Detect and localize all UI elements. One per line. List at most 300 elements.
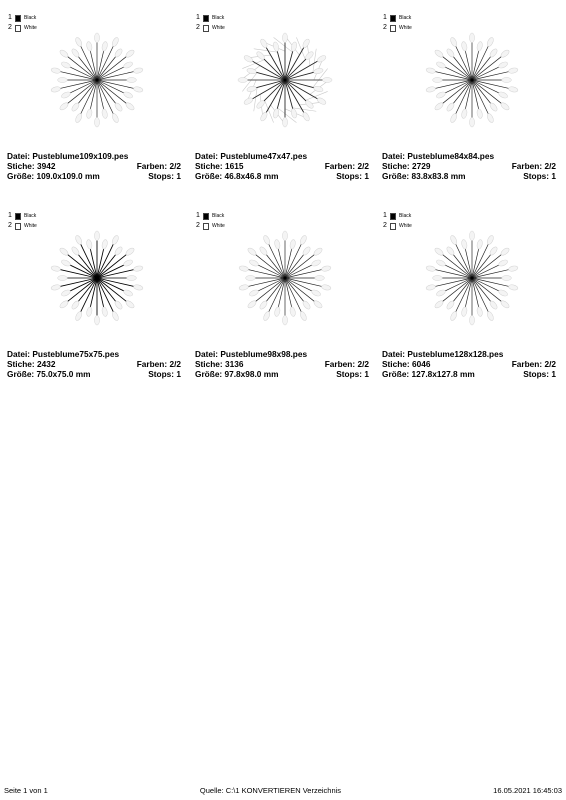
seed-tuft <box>299 311 308 322</box>
stitches-label: Stiche: <box>7 359 35 369</box>
stitches-value <box>382 359 430 369</box>
seed-tuft <box>449 235 458 246</box>
seed-tuft <box>289 239 296 249</box>
design-info <box>382 349 556 379</box>
stitches-value <box>7 359 55 369</box>
size-row <box>382 369 556 379</box>
seed-tuft <box>476 108 483 118</box>
seed-tuft <box>461 108 468 118</box>
legend-color-name: Black <box>212 15 225 21</box>
flower-center <box>470 78 473 81</box>
seed-tuft <box>114 48 124 59</box>
seed-tuft <box>123 91 134 100</box>
seed-tuft <box>125 101 136 111</box>
design-info <box>7 349 181 379</box>
flower-center <box>470 276 473 279</box>
seed-tuft <box>489 48 499 59</box>
seed-tuft <box>259 111 268 122</box>
seed-tuft <box>470 315 475 325</box>
stops-label: Stops: <box>523 171 550 181</box>
seed-tuft <box>321 284 331 291</box>
seed-tuft <box>289 306 296 316</box>
seed-tuft <box>111 37 120 48</box>
legend-number: 1 <box>196 14 200 21</box>
seed-tuft <box>426 86 436 93</box>
stitch-rays <box>51 33 144 127</box>
color-swatch-white <box>390 25 396 32</box>
seed-tuft <box>248 289 259 298</box>
seed-tuft <box>476 41 483 51</box>
colors-count: 2/2 <box>169 359 181 369</box>
seed-tuft <box>283 231 288 241</box>
seed-tuft <box>283 33 288 43</box>
seed-tuft <box>247 247 258 257</box>
file-value <box>382 151 494 161</box>
file-name: Pusteblume98x98.pes <box>220 349 308 359</box>
stitches-label: Stiche: <box>7 161 35 171</box>
color-swatch-black <box>203 213 209 220</box>
file-label: Datei: <box>382 349 406 359</box>
stops-count: 1 <box>551 171 556 181</box>
seed-tuft <box>313 67 324 74</box>
seed-tuft <box>446 102 456 113</box>
seed-tuft <box>101 239 108 249</box>
seed-tuft <box>470 117 475 127</box>
seed-tuft <box>476 239 483 249</box>
seed-tuft <box>302 300 312 311</box>
seed-tuft <box>246 85 257 92</box>
outline-stitch <box>254 49 278 52</box>
seed-tuft <box>95 231 100 241</box>
seed-tuft <box>111 311 120 322</box>
stitches-value <box>195 359 243 369</box>
file-value <box>195 349 307 359</box>
seed-tuft <box>313 85 324 92</box>
seed-tuft <box>290 108 297 119</box>
stops-count: 1 <box>364 369 369 379</box>
color-swatch-black <box>15 15 21 22</box>
color-swatch-black <box>15 213 21 220</box>
legend-color-name: Black <box>399 213 412 219</box>
seed-tuft <box>435 61 446 70</box>
seed-tuft <box>486 113 495 124</box>
seed-tuft <box>433 78 443 83</box>
seed-tuft <box>60 259 71 268</box>
legend-color-name: Black <box>399 15 412 21</box>
colors-count: 2/2 <box>544 161 556 171</box>
stops-count: 1 <box>176 369 181 379</box>
seed-tuft <box>315 276 325 281</box>
seed-tuft <box>470 33 475 43</box>
seed-tuft <box>95 117 100 127</box>
seed-tuft <box>60 91 71 100</box>
stitches-count: 3942 <box>36 161 56 171</box>
color-swatch-black <box>203 15 209 22</box>
seed-tuft <box>71 48 81 59</box>
seed-tuft <box>51 67 61 74</box>
size-dimensions: 75.0x75.0 mm <box>36 369 91 379</box>
seed-tuft <box>114 102 124 113</box>
file-value <box>382 349 503 359</box>
stops-label: Stops: <box>336 369 363 379</box>
size-value <box>195 171 279 181</box>
color-swatch-white <box>15 25 21 32</box>
size-value <box>382 171 466 181</box>
seed-tuft <box>58 276 68 281</box>
seed-tuft <box>283 315 288 325</box>
file-row <box>7 349 181 359</box>
file-name: Pusteblume128x128.pes <box>407 349 504 359</box>
file-name: Pusteblume75x75.pes <box>32 349 120 359</box>
print-timestamp: 16.05.2021 16:45:03 <box>493 786 562 795</box>
legend-number: 1 <box>383 212 387 219</box>
file-row <box>195 151 369 161</box>
outline-stitch <box>292 108 316 111</box>
seed-tuft <box>435 91 446 100</box>
stitches-label: Stiche: <box>382 161 410 171</box>
size-row <box>195 171 369 181</box>
stops-value <box>336 171 369 181</box>
seed-tuft <box>434 101 445 111</box>
size-dimensions: 109.0x109.0 mm <box>36 171 100 181</box>
outline-stitch <box>313 49 316 73</box>
design-card <box>382 15 554 195</box>
file-label: Datei: <box>195 349 219 359</box>
seed-tuft <box>246 276 256 281</box>
stitches-row <box>382 359 556 369</box>
stitches-count: 2729 <box>411 161 431 171</box>
legend-color-name: White <box>212 25 225 31</box>
file-row <box>195 349 369 359</box>
legend-number: 2 <box>196 222 200 229</box>
seed-tuft <box>123 61 134 70</box>
seed-tuft <box>302 246 312 257</box>
seed-tuft <box>498 61 509 70</box>
seed-tuft <box>500 299 511 309</box>
legend-color-name: White <box>399 223 412 229</box>
seed-tuft <box>434 299 445 309</box>
colors-label: Farben: <box>324 359 356 369</box>
stitches-count: 6046 <box>411 359 431 369</box>
colors-label: Farben: <box>511 161 543 171</box>
size-dimensions: 127.8x127.8 mm <box>411 369 475 379</box>
stitches-count: 2432 <box>36 359 56 369</box>
seed-tuft <box>101 108 108 118</box>
seed-tuft <box>290 41 297 52</box>
dandelion-design-preview <box>49 32 145 128</box>
stitches-count: 3136 <box>224 359 244 369</box>
legend-number: 2 <box>383 24 387 31</box>
seed-tuft <box>86 108 93 118</box>
stitch-rays <box>238 33 332 127</box>
seed-tuft <box>239 284 249 291</box>
legend-number: 2 <box>8 222 12 229</box>
legend-color-name: Black <box>212 213 225 219</box>
seed-tuft <box>433 276 443 281</box>
seed-tuft <box>133 86 143 93</box>
stitches-value <box>195 161 243 171</box>
seed-tuft <box>243 54 254 63</box>
seed-tuft <box>498 91 509 100</box>
seed-tuft <box>86 306 93 316</box>
seed-tuft <box>486 37 495 48</box>
file-label: Datei: <box>382 151 406 161</box>
stitches-value <box>7 161 55 171</box>
seed-tuft <box>498 289 509 298</box>
seed-tuft <box>508 265 518 272</box>
file-row <box>7 151 181 161</box>
file-label: Datei: <box>7 151 31 161</box>
legend-number: 2 <box>8 24 12 31</box>
seed-tuft <box>111 113 120 124</box>
stops-label: Stops: <box>148 369 175 379</box>
seed-tuft <box>123 289 134 298</box>
seed-tuft <box>426 67 436 74</box>
page-footer <box>4 786 562 795</box>
seed-tuft <box>133 265 143 272</box>
seed-tuft <box>127 276 137 281</box>
seed-tuft <box>74 37 83 48</box>
colors-value <box>512 359 556 369</box>
seed-tuft <box>486 235 495 246</box>
size-dimensions: 83.8x83.8 mm <box>411 171 466 181</box>
seed-tuft <box>302 38 311 49</box>
seed-tuft <box>247 299 258 309</box>
flower-center <box>95 78 98 81</box>
design-card <box>382 213 554 393</box>
seed-tuft <box>248 259 259 268</box>
seed-tuft <box>111 235 120 246</box>
color-swatch-black <box>390 213 396 220</box>
seed-tuft <box>59 49 70 59</box>
design-info <box>382 151 556 181</box>
seed-tuft <box>95 33 100 43</box>
size-row <box>382 171 556 181</box>
legend-number: 2 <box>383 222 387 229</box>
seed-tuft <box>259 300 269 311</box>
stops-value <box>148 171 181 181</box>
stops-value <box>148 369 181 379</box>
seed-tuft <box>489 246 499 257</box>
seed-tuft <box>259 246 269 257</box>
seed-tuft <box>101 41 108 51</box>
seed-tuft <box>489 300 499 311</box>
colors-label: Farben: <box>136 161 168 171</box>
colors-value <box>137 161 181 171</box>
stops-label: Stops: <box>148 171 175 181</box>
legend-color-name: White <box>212 223 225 229</box>
design-card <box>7 213 179 393</box>
stitches-row <box>7 161 181 171</box>
colors-count: 2/2 <box>544 359 556 369</box>
seed-tuft <box>311 289 322 298</box>
colors-value <box>325 359 369 369</box>
stops-count: 1 <box>551 369 556 379</box>
stitches-label: Stiche: <box>195 359 223 369</box>
color-swatch-black <box>390 15 396 22</box>
legend-number: 1 <box>8 212 12 219</box>
file-label: Datei: <box>195 151 219 161</box>
seed-tuft <box>86 239 93 249</box>
file-row <box>382 151 556 161</box>
seed-tuft <box>434 247 445 257</box>
legend-color-name: Black <box>24 15 37 21</box>
stops-count: 1 <box>176 171 181 181</box>
seed-tuft <box>502 78 512 83</box>
dandelion-design-preview <box>424 230 520 326</box>
size-dimensions: 46.8x46.8 mm <box>224 171 279 181</box>
design-info <box>7 151 181 181</box>
color-swatch-white <box>203 25 209 32</box>
source-path: Quelle: C:\1 KONVERTIEREN Verzeichnis <box>199 786 342 795</box>
seed-tuft <box>508 67 518 74</box>
stitches-row <box>7 359 181 369</box>
seed-tuft <box>262 311 271 322</box>
seed-tuft <box>486 311 495 322</box>
seed-tuft <box>71 102 81 113</box>
legend-number: 1 <box>8 14 12 21</box>
seed-tuft <box>321 265 331 272</box>
size-row <box>7 369 181 379</box>
seed-tuft <box>470 231 475 241</box>
size-label: Größe: <box>382 171 410 181</box>
dandelion-design-preview <box>237 230 333 326</box>
seed-tuft <box>246 67 257 74</box>
seed-tuft <box>461 306 468 316</box>
seed-tuft <box>435 259 446 268</box>
colors-label: Farben: <box>511 359 543 369</box>
seed-tuft <box>313 299 324 309</box>
seed-tuft <box>239 265 249 272</box>
file-name: Pusteblume47x47.pes <box>220 151 308 161</box>
size-value <box>382 369 475 379</box>
legend-number: 1 <box>383 14 387 21</box>
stitches-row <box>382 161 556 171</box>
seed-tuft <box>461 41 468 51</box>
stitch-rays <box>51 231 144 325</box>
dandelion-design-preview <box>424 32 520 128</box>
flower-center <box>283 276 286 279</box>
size-label: Größe: <box>7 369 35 379</box>
seed-tuft <box>238 78 248 83</box>
seed-tuft <box>489 102 499 113</box>
file-value <box>7 349 119 359</box>
design-card <box>195 213 367 393</box>
colors-label: Farben: <box>324 161 356 171</box>
seed-tuft <box>101 306 108 316</box>
file-value <box>7 151 128 161</box>
outline-stitch <box>296 37 305 59</box>
file-value <box>195 151 307 161</box>
stitch-rays <box>426 33 519 127</box>
seed-tuft <box>502 276 512 281</box>
color-swatch-white <box>390 223 396 230</box>
file-name: Pusteblume109x109.pes <box>32 151 129 161</box>
seed-tuft <box>262 235 271 246</box>
seed-tuft <box>449 37 458 48</box>
design-info <box>195 151 369 181</box>
color-swatch-white <box>15 223 21 230</box>
stitches-label: Stiche: <box>382 359 410 369</box>
seed-tuft <box>311 259 322 268</box>
stitches-label: Stiche: <box>195 161 223 171</box>
stops-label: Stops: <box>336 171 363 181</box>
flower-center <box>95 276 98 279</box>
color-swatch-white <box>203 223 209 230</box>
colors-value <box>137 359 181 369</box>
stitches-row <box>195 161 369 171</box>
stitch-rays <box>426 231 519 325</box>
seed-tuft <box>476 306 483 316</box>
size-label: Größe: <box>382 369 410 379</box>
size-label: Größe: <box>7 171 35 181</box>
colors-label: Farben: <box>136 359 168 369</box>
seed-tuft <box>60 289 71 298</box>
seed-tuft <box>95 315 100 325</box>
stops-label: Stops: <box>523 369 550 379</box>
seed-tuft <box>123 259 134 268</box>
legend-number: 2 <box>196 24 200 31</box>
seed-tuft <box>434 49 445 59</box>
seed-tuft <box>500 247 511 257</box>
size-row <box>7 171 181 181</box>
size-label: Größe: <box>195 171 223 181</box>
seed-tuft <box>500 101 511 111</box>
seed-tuft <box>60 61 71 70</box>
outline-stitch <box>305 91 327 100</box>
seed-tuft <box>508 86 518 93</box>
outline-stitch <box>265 100 274 122</box>
seed-tuft <box>125 49 136 59</box>
legend-color-name: White <box>24 25 37 31</box>
seed-tuft <box>86 41 93 51</box>
seed-tuft <box>51 265 61 272</box>
seed-tuft <box>508 284 518 291</box>
legend-color-name: Black <box>24 213 37 219</box>
seed-tuft <box>51 284 61 291</box>
seed-tuft <box>58 78 68 83</box>
size-value <box>195 369 279 379</box>
design-card <box>195 15 367 195</box>
seed-tuft <box>299 235 308 246</box>
legend-color-name: White <box>24 223 37 229</box>
size-dimensions: 97.8x98.0 mm <box>224 369 279 379</box>
seed-tuft <box>133 67 143 74</box>
seed-tuft <box>426 284 436 291</box>
design-card <box>7 15 179 195</box>
seed-tuft <box>446 246 456 257</box>
dandelion-design-preview <box>237 32 333 128</box>
colors-count: 2/2 <box>357 161 369 171</box>
seed-tuft <box>74 235 83 246</box>
seed-tuft <box>461 239 468 249</box>
seed-tuft <box>51 86 61 93</box>
outline-stitch <box>242 60 264 69</box>
stops-count: 1 <box>364 171 369 181</box>
seed-tuft <box>272 108 279 119</box>
seed-tuft <box>274 239 281 249</box>
file-row <box>382 349 556 359</box>
stops-value <box>336 369 369 379</box>
file-label: Datei: <box>7 349 31 359</box>
seed-tuft <box>313 247 324 257</box>
seed-tuft <box>316 97 327 106</box>
stops-value <box>523 171 556 181</box>
stops-value <box>523 369 556 379</box>
seed-tuft <box>500 49 511 59</box>
size-value <box>7 171 100 181</box>
seed-tuft <box>272 41 279 52</box>
